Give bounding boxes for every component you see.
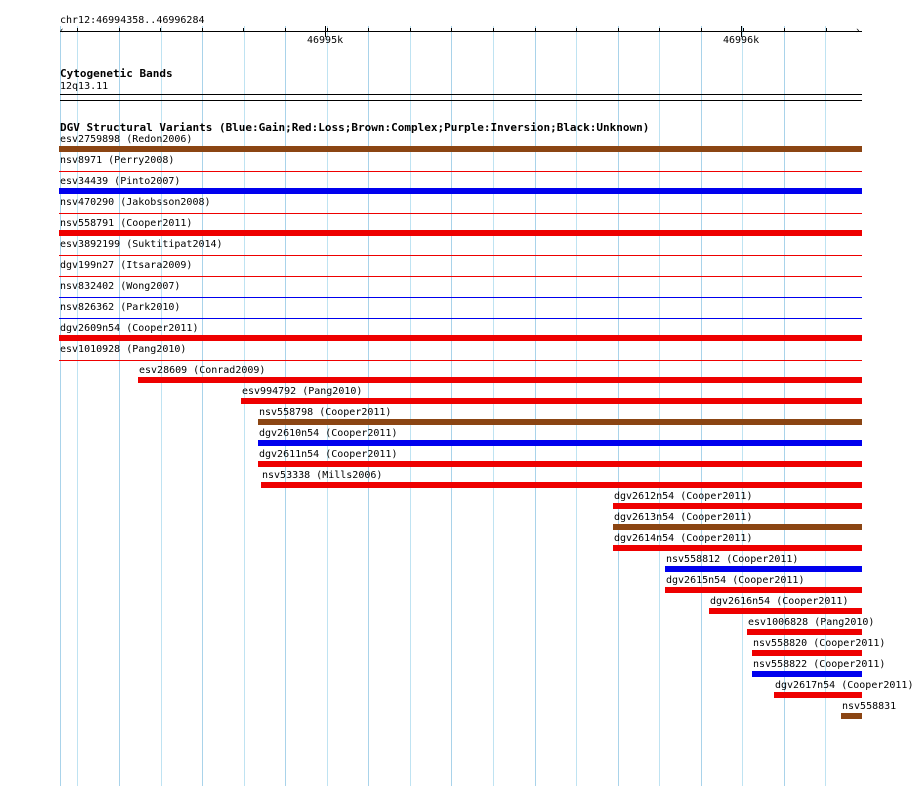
ruler-minor-tick bbox=[243, 28, 244, 32]
ruler-minor-tick bbox=[202, 28, 203, 32]
dgv-variant-bar[interactable] bbox=[138, 377, 862, 383]
dgv-variant-bar[interactable] bbox=[613, 503, 862, 509]
dgv-variant-label: esv34439 (Pinto2007) bbox=[60, 176, 181, 187]
grid-line bbox=[327, 26, 328, 786]
ruler-label-46996k: 46996k bbox=[723, 35, 760, 46]
dgv-variant-bar[interactable] bbox=[258, 419, 862, 425]
dgv-variant-bar[interactable] bbox=[613, 524, 862, 530]
grid-line bbox=[742, 26, 743, 786]
grid-line bbox=[493, 26, 494, 786]
cytogenetic-band-bar-bottom bbox=[60, 100, 862, 101]
dgv-track-title: DGV Structural Variants (Blue:Gain;Red:Loss;Brown:Complex;Purple:Inversion;Black:Unknown) bbox=[60, 121, 650, 134]
dgv-variant-label: esv994792 (Pang2010) bbox=[242, 386, 363, 397]
dgv-variant-bar[interactable] bbox=[752, 671, 862, 677]
dgv-variant-thin-line[interactable] bbox=[59, 213, 862, 214]
dgv-variant-bar[interactable] bbox=[241, 398, 862, 404]
dgv-variant-label: nsv470290 (Jakobsson2008) bbox=[60, 197, 211, 208]
dgv-variant-label: dgv2616n54 (Cooper2011) bbox=[710, 596, 849, 607]
ruler-minor-tick bbox=[410, 28, 411, 32]
dgv-variant-label: dgv2615n54 (Cooper2011) bbox=[666, 575, 805, 586]
dgv-variant-bar[interactable] bbox=[752, 650, 862, 656]
ruler-label-46995k: 46995k bbox=[307, 35, 344, 46]
dgv-variant-bar[interactable] bbox=[258, 440, 862, 446]
dgv-variant-label: nsv558812 (Cooper2011) bbox=[666, 554, 799, 565]
grid-line bbox=[244, 26, 245, 786]
ruler-minor-tick bbox=[576, 28, 577, 32]
ruler-minor-tick bbox=[826, 28, 827, 32]
grid-line bbox=[202, 26, 203, 786]
ruler-minor-tick bbox=[659, 28, 660, 32]
dgv-variant-label: dgv2611n54 (Cooper2011) bbox=[259, 449, 398, 460]
dgv-variant-bar[interactable] bbox=[261, 482, 862, 488]
ruler-minor-tick bbox=[368, 28, 369, 32]
dgv-variant-thin-line[interactable] bbox=[59, 297, 862, 298]
grid-line bbox=[451, 26, 452, 786]
dgv-variant-label: nsv558820 (Cooper2011) bbox=[753, 638, 886, 649]
dgv-variant-bar[interactable] bbox=[59, 335, 862, 341]
grid-line bbox=[659, 26, 660, 786]
dgv-variant-thin-line[interactable] bbox=[59, 255, 862, 256]
ruler-minor-tick bbox=[493, 28, 494, 32]
dgv-variant-thin-line[interactable] bbox=[59, 360, 862, 361]
dgv-variant-label: dgv2610n54 (Cooper2011) bbox=[259, 428, 398, 439]
dgv-variant-label: nsv558831 bbox=[842, 701, 897, 712]
grid-line bbox=[618, 26, 619, 786]
ruler-minor-tick bbox=[77, 28, 78, 32]
dgv-variant-label: nsv826362 (Park2010) bbox=[60, 302, 181, 313]
cytogenetic-band-bar-top bbox=[60, 94, 862, 95]
dgv-variant-label: nsv558798 (Cooper2011) bbox=[259, 407, 392, 418]
dgv-variant-bar[interactable] bbox=[774, 692, 862, 698]
dgv-variant-label: dgv2612n54 (Cooper2011) bbox=[614, 491, 753, 502]
dgv-variant-thin-line[interactable] bbox=[59, 171, 862, 172]
dgv-variant-thin-line[interactable] bbox=[59, 318, 862, 319]
cytogenetic-band-label: 12q13.11 bbox=[60, 81, 109, 92]
dgv-variant-label: dgv2614n54 (Cooper2011) bbox=[614, 533, 753, 544]
ruler-right-arrow-icon: › bbox=[855, 26, 861, 36]
dgv-variant-bar[interactable] bbox=[665, 566, 862, 572]
grid-line bbox=[285, 26, 286, 786]
dgv-variant-label: dgv2613n54 (Cooper2011) bbox=[614, 512, 753, 523]
ruler-left-arrow-icon: ‹ bbox=[59, 26, 65, 36]
locus-label: chr12:46994358..46996284 bbox=[60, 15, 205, 26]
grid-line bbox=[576, 26, 577, 786]
ruler-minor-tick bbox=[119, 28, 120, 32]
dgv-variant-label: nsv558822 (Cooper2011) bbox=[753, 659, 886, 670]
dgv-variant-bar[interactable] bbox=[258, 461, 862, 467]
dgv-variant-bar[interactable] bbox=[59, 146, 862, 152]
dgv-variant-label: nsv53338 (Mills2006) bbox=[262, 470, 383, 481]
dgv-variant-label: nsv558791 (Cooper2011) bbox=[60, 218, 193, 229]
ruler-minor-tick bbox=[743, 28, 744, 32]
dgv-variant-bar[interactable] bbox=[613, 545, 862, 551]
ruler-minor-tick bbox=[535, 28, 536, 32]
ruler-minor-tick bbox=[701, 28, 702, 32]
dgv-variant-label: dgv199n27 (Itsara2009) bbox=[60, 260, 193, 271]
dgv-variant-label: dgv2609n54 (Cooper2011) bbox=[60, 323, 199, 334]
dgv-variant-bar[interactable] bbox=[59, 230, 862, 236]
cytogenetic-track-title: Cytogenetic Bands bbox=[60, 67, 173, 80]
ruler-minor-tick bbox=[160, 28, 161, 32]
grid-line bbox=[410, 26, 411, 786]
grid-line bbox=[701, 26, 702, 786]
ruler-minor-tick bbox=[784, 28, 785, 32]
dgv-variant-bar[interactable] bbox=[59, 188, 862, 194]
grid-line bbox=[535, 26, 536, 786]
dgv-variant-bar[interactable] bbox=[665, 587, 862, 593]
dgv-variant-bar[interactable] bbox=[709, 608, 862, 614]
dgv-variant-label: esv2759898 (Redon2006) bbox=[60, 134, 193, 145]
dgv-variant-bar[interactable] bbox=[747, 629, 862, 635]
grid-line bbox=[368, 26, 369, 786]
dgv-variant-label: nsv832402 (Wong2007) bbox=[60, 281, 181, 292]
ruler-minor-tick bbox=[285, 28, 286, 32]
ruler-minor-tick bbox=[451, 28, 452, 32]
ruler-minor-tick bbox=[618, 28, 619, 32]
dgv-variant-label: esv28609 (Conrad2009) bbox=[139, 365, 266, 376]
dgv-variant-label: nsv8971 (Perry2008) bbox=[60, 155, 175, 166]
ruler-minor-tick bbox=[327, 28, 328, 32]
dgv-variant-bar[interactable] bbox=[841, 713, 862, 719]
dgv-variant-thin-line[interactable] bbox=[59, 276, 862, 277]
dgv-variant-label: esv3892199 (Suktitipat2014) bbox=[60, 239, 223, 250]
dgv-variant-label: dgv2617n54 (Cooper2011) bbox=[775, 680, 913, 691]
dgv-variant-label: esv1010928 (Pang2010) bbox=[60, 344, 187, 355]
dgv-variant-label: esv1006828 (Pang2010) bbox=[748, 617, 875, 628]
